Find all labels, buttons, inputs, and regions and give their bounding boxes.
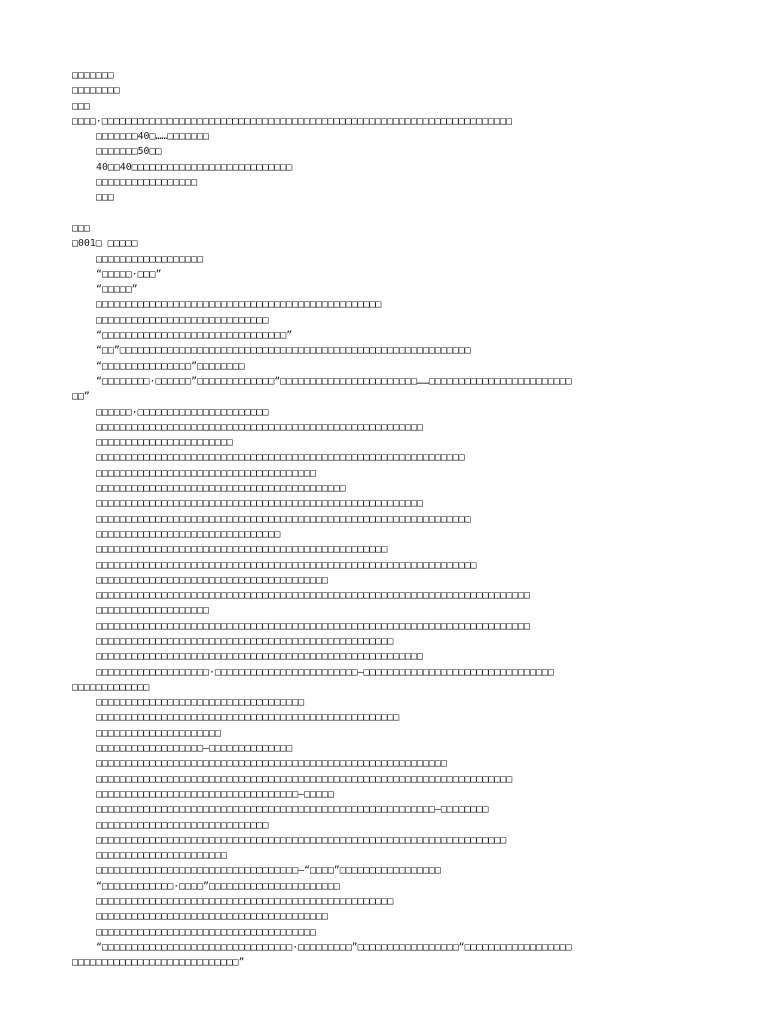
text-line: □□□□□□□□□□□□□□□□□□□□□□□□□□□□□□□□□□□□□□□□□□□□□□□□□□□□□□□□□□□□□□□□□□□□□□ bbox=[96, 773, 513, 785]
text-line: □□□□□□□□□□□□□□□□□□□□□□□□□□□□□□□□□□□ bbox=[96, 697, 305, 709]
text-line: □□□□□□□□□□□□□□□□□□□□□□□□□□□□□□□□□□□□□□□ bbox=[96, 911, 328, 923]
text-line: □□□□□□□□□□□□□□□□□□□□□□□□□□□□□□□□□□□□□□□□□□□□□□□□□□□□□□□□□□□□□□□□□□□□□□□□□ bbox=[96, 590, 531, 602]
text-line: □□□□□□□□ bbox=[72, 85, 120, 97]
text-line: □□□□□□□□□□□□□□□□□□□□□□□□□□□□□□□□□□□□□□□□□□□□□□□□□□□□□□□□□□□□□□□□□□□□□□□□□ bbox=[96, 620, 531, 632]
text-line: 40□□40□□□□□□□□□□□□□□□□□□□□□□□□□□□ bbox=[96, 161, 293, 173]
text-line: □□□□□□□□□□□□□□□□□□□□□□□ bbox=[96, 437, 233, 449]
text-line: □□□□□□□□□□□□□□□□□□□□□□□□□□□□□□□□□□□□□ bbox=[96, 467, 316, 479]
text-line: □001□ □□□□□ bbox=[72, 238, 138, 250]
text-line: □□□ bbox=[72, 222, 90, 234]
text-line: □□□□□□□□□□□□□□□□□□□□□ bbox=[96, 727, 221, 739]
text-line: “□□”□□□□□□□□□□□□□□□□□□□□□□□□□□□□□□□□□□□□□□□□□□□□□□□□□□□□□□□□□□□ bbox=[96, 345, 471, 357]
text-line: □□□□□□□□□□□□□□□□□□□□□□□□□□□□□□□□□□□□□□□□□□□□□□□□□□□□□□□□□—□□□□□□□□ bbox=[96, 804, 489, 816]
text-line: “□□□□□□□□□□□□□□□”□□□□□□□□ bbox=[96, 360, 245, 372]
text-line: □□□□□□□□□□□□□□□□□□□□□□□□□□□□□□□□□□□□□□□□□□□□□□□□□ bbox=[96, 544, 388, 556]
text-line: □□□□□□□□□□□□□□□□□□□□□□□□□□□□□□□□□□□□□□□□□□□□□□□□□□□□□□□ bbox=[96, 498, 423, 510]
text-line: □□□□□□□40□……□□□□□□□ bbox=[96, 131, 209, 143]
text-line: □□□□□□□□□□□□□□□□□ bbox=[96, 177, 198, 189]
text-line: □□□□□□□□□□□□□□□□□□□□□□□□□□□□□ bbox=[96, 819, 269, 831]
text-line: □□□□□□□□□□□□□□□□□□□·□□□□□□□□□□□□□□□□□□□□□□□□—□□□□□□□□□□□□□□□□□□□□□□□□□□□□□□□□ bbox=[96, 666, 554, 678]
text-line: □□□□□□□□□□□□□□□□□□—□□□□□□□□□□□□□□ bbox=[96, 743, 293, 755]
text-line: □□□□□□□□□□□□□□□□□□□□□□□□□□□□□ bbox=[96, 314, 269, 326]
text-line: □□□□□□□□□□□□□□□□□□□□□□□□□□□□□□□□□□—□□□□□ bbox=[96, 788, 334, 800]
text-line: □□□□□□□□□□□□□□□□□□□□□□□□□□□□□□□□□□□□□□□□□□□□□□□□□□□□□□□□□□□□□□□□ bbox=[96, 559, 477, 571]
text-line: □□□□□□□□□□□□□□□□□□□ bbox=[96, 605, 209, 617]
text-line: □□□□□□□□□□□□□□□□□□□□□□□□□□□□□□□□□□□□□□□□□□□□□□□□ bbox=[96, 299, 382, 311]
text-line: □□□□□□□□□□□□□□□□□□□□□□□□□□□□□□□□□□□□□□□□□□□□□□□□□□□□□□□□□□□ bbox=[96, 758, 447, 770]
text-line: “□□□□□□□□□□□□□□□□□□□□□□□□□□□□□□□” bbox=[96, 330, 293, 342]
text-line: □□□□□□□□□□□□□□□□□□□□□□□□□□□□□□□□□□—“□□□□”□□□□□□□□□□□□□□□□□ bbox=[96, 865, 441, 877]
text-line: □□□ bbox=[96, 192, 114, 204]
blank-line bbox=[72, 206, 712, 221]
text-line: □□□□□□□□□□□□□□□□□□□□□□□□□□□□□□□□□□□□□□□□□□□□□□□□□□□□□□□□□□□□□□□ bbox=[96, 513, 471, 525]
text-line: “□□□□□·□□□” bbox=[96, 268, 162, 280]
text-line: □□□□□□□□□□□□□ bbox=[72, 681, 150, 693]
text-line: “□□□□□□□□·□□□□□□”□□□□□□□□□□□□□“□□□□□□□□□□□□□□□□□□□□□□□……□□□□□□□□□□□□□□□□□□□□□□□□ bbox=[96, 375, 572, 387]
text-line: □□□□□□□□□□□□□□□□□□□□□□□□□□□□” bbox=[72, 957, 245, 969]
document-page bbox=[72, 68, 712, 971]
text-line: □□□□□□□□□□□□□□□□□□□□□□□□□□□□□□□□□□□□□□□□□□□□□□□□□□□□□□□ bbox=[96, 651, 423, 663]
text-line: □□□□□□□□□□□□□□□□□□□□□□ bbox=[96, 850, 227, 862]
text-line: □□□ bbox=[72, 100, 90, 112]
text-line: “□□□□□□□□□□□□·□□□□”□□□□□□□□□□□□□□□□□□□□□□ bbox=[96, 880, 340, 892]
text-line: □□□□□□□50□□ bbox=[96, 146, 162, 158]
text-line: □□□□□□□ bbox=[72, 70, 114, 81]
text-line: □□□□□□□□□□□□□□□□□□ bbox=[96, 253, 204, 265]
text-line: □□” bbox=[72, 391, 90, 403]
text-line: □□□□□□□□□□□□□□□□□□□□□□□□□□□□□□□□□□□□□□□□□□□□□□□□□□□□□□□□□□□□□□ bbox=[96, 452, 465, 464]
text-line: □□□□□□□□□□□□□□□□□□□□□□□□□□□□□□□ bbox=[96, 528, 281, 540]
text-line: □□□□□□□□□□□□□□□□□□□□□□□□□□□□□□□□□□□□□□□□□□ bbox=[96, 483, 346, 495]
text-line: □□□□□□□□□□□□□□□□□□□□□□□□□□□□□□□□□□□□□□□□□□□□□□□□□□ bbox=[96, 635, 394, 647]
text-line: □□□□□□□□□□□□□□□□□□□□□□□□□□□□□□□□□□□□□□□ bbox=[96, 574, 328, 586]
text-line: “□□□□□” bbox=[96, 284, 138, 296]
text-line: □□□□·□□□□□□□□□□□□□□□□□□□□□□□□□□□□□□□□□□□□□□□□□□□□□□□□□□□□□□□□□□□□□□□□□□□□□ bbox=[72, 115, 512, 127]
text-line: “□□□□□□□□□□□□□□□□□□□□□□□□□□□□□□□□·□□□□□□□□□”□□□□□□□□□□□□□□□□□“□□□□□□□□□□□□□□□□□□ bbox=[96, 941, 572, 953]
text-line: □□□□□□□□□□□□□□□□□□□□□□□□□□□□□□□□□□□□□□□□□□□□□□□□□□□ bbox=[96, 712, 400, 724]
text-line: □□□□□□□□□□□□□□□□□□□□□□□□□□□□□□□□□□□□□□□□□□□□□□□□□□ bbox=[96, 896, 394, 908]
text-line: □□□□□□□□□□□□□□□□□□□□□□□□□□□□□□□□□□□□□□□□□□□□□□□□□□□□□□□□□□□□□□□□□□□□□ bbox=[96, 834, 507, 846]
text-line: □□□□□□·□□□□□□□□□□□□□□□□□□□□□□ bbox=[96, 406, 269, 418]
text-line: □□□□□□□□□□□□□□□□□□□□□□□□□□□□□□□□□□□□□ bbox=[96, 926, 316, 938]
text-line: □□□□□□□□□□□□□□□□□□□□□□□□□□□□□□□□□□□□□□□□□□□□□□□□□□□□□□□ bbox=[96, 421, 423, 433]
